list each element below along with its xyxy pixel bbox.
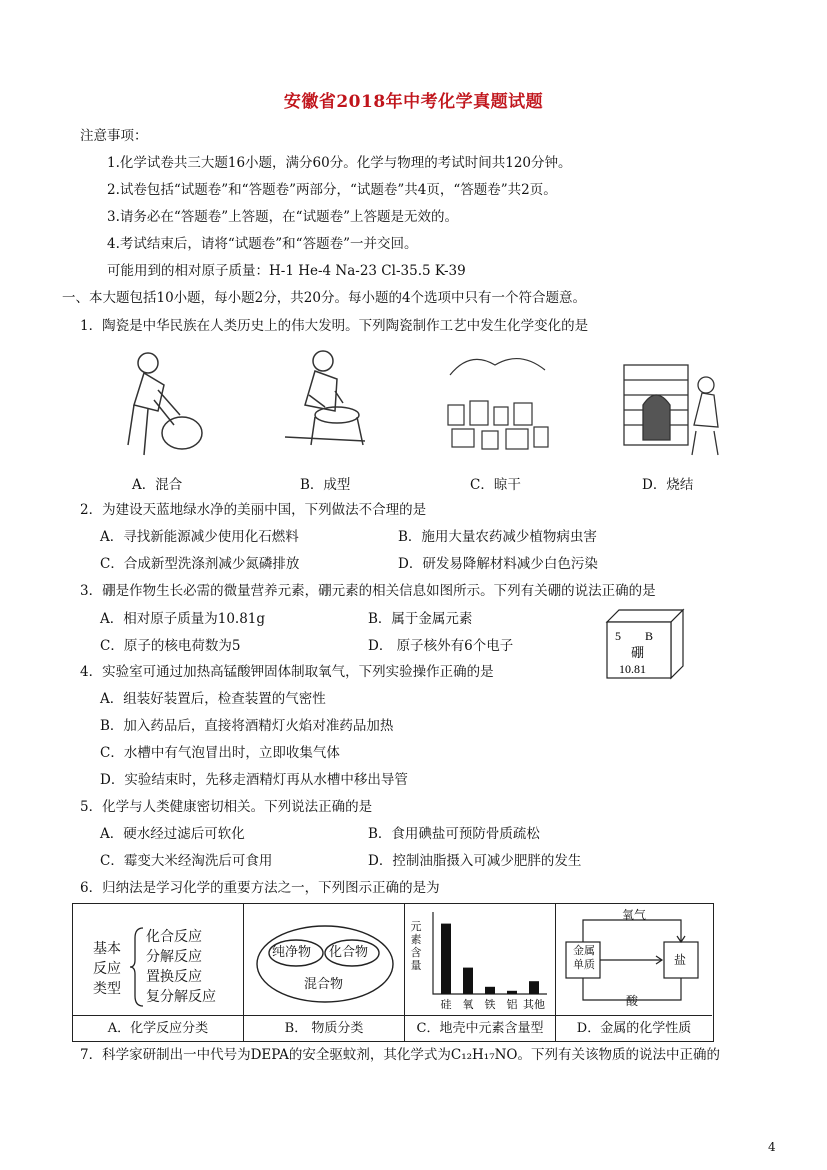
caption-b: B． 物质分类: [244, 1015, 405, 1042]
q6-diagram-table: [72, 903, 714, 1042]
notice-item: 1.化学试卷共三大题16小题，满分60分。化学与物理的考试时间共120分钟。: [107, 155, 572, 171]
boron-element-card: [605, 608, 685, 680]
y-axis-label: 元素含量: [410, 920, 422, 972]
brace-icon: [129, 926, 145, 1008]
bar-chart: [427, 908, 551, 1012]
reaction-types-diagram: [73, 904, 244, 1015]
tick-label: 硅: [440, 998, 452, 1011]
option: A．硬水经过滤后可软化: [100, 826, 245, 842]
option: A．组装好装置后，检查装置的气密性: [100, 691, 326, 707]
section-heading: 一、本大题包括10小题，每小题2分，共20分。每小题的4个选项中只有一个符合题意。: [62, 290, 587, 306]
option: C．合成新型洗涤剂减少氮磷排放: [100, 556, 300, 572]
notice-item: 2.试卷包括“试题卷”和“答题卷”两部分，“试题卷”共4页，“答题卷”共2页。: [107, 182, 557, 198]
bar-氧: [463, 968, 473, 994]
page-title: 安徽省2018年中考化学真题试题: [283, 92, 544, 112]
oxygen-label: 氧气: [622, 908, 647, 922]
left-label: 基本: [93, 941, 121, 957]
reaction-type: 复分解反应: [146, 989, 216, 1005]
substance-classification-diagram: [244, 904, 405, 1015]
atomic-number: 5: [615, 629, 621, 643]
element-name: 硼: [631, 646, 645, 661]
caption-d: D．金属的化学性质: [556, 1015, 712, 1042]
option: C．霉变大米经淘洗后可食用: [100, 853, 273, 869]
element-symbol: B: [645, 629, 654, 643]
question-stem: 6．归纳法是学习化学的重要方法之一，下列图示正确的是为: [80, 880, 440, 896]
bar-铝: [507, 991, 517, 994]
drying-illustration: [440, 345, 555, 465]
shaping-illustration: [265, 345, 390, 465]
firing-illustration: [618, 345, 733, 465]
option-label: C．晾干: [470, 477, 521, 493]
compound-label: 化合物: [329, 945, 369, 960]
option: D． 原子核外有6个电子: [368, 638, 514, 654]
atomic-masses: 可能用到的相对原子质量：H-1 He-4 Na-23 Cl-35.5 K-39: [107, 263, 466, 279]
notice-item: 4.考试结束后，请将“试题卷”和“答题卷”一并交回。: [107, 236, 418, 252]
option-label: B．成型: [300, 477, 351, 493]
option: B．施用大量农药减少植物病虫害: [398, 529, 597, 545]
notice-item: 3.请务必在“答题卷”上答题，在“试题卷”上答题是无效的。: [107, 209, 458, 225]
question-stem: 1．陶瓷是中华民族在人类历史上的伟大发明。下列陶瓷制作工艺中发生化学变化的是: [80, 318, 589, 334]
crust-elements-chart: [405, 904, 556, 1015]
page-number: 4: [768, 1140, 776, 1154]
notice-heading: 注意事项：: [80, 128, 148, 144]
salt-label: 盐: [674, 953, 687, 967]
question-stem: 7．科学家研制出一中代号为DEPA的安全驱蚊剂，其化学式为C₁₂H₁₇NO。下列有关该物质的说法中正确的: [80, 1047, 720, 1063]
atomic-mass: 10.81: [619, 662, 646, 676]
question-stem: 5．化学与人类健康密切相关。下列说法正确的是: [80, 799, 373, 815]
option: B．属于金属元素: [368, 611, 473, 627]
pure-substance-label: 纯净物: [272, 945, 312, 960]
option-label: D．烧结: [642, 477, 694, 493]
option: D．实验结束时，先移走酒精灯再从水槽中移出导管: [100, 772, 408, 788]
tick-label: 铁: [484, 998, 496, 1011]
bar-其他: [529, 981, 539, 994]
option-label: A．混合: [132, 477, 183, 493]
option: C．原子的核电荷数为5: [100, 638, 241, 654]
tick-label: 铝: [506, 998, 518, 1011]
left-label: 反应: [93, 961, 121, 977]
bar-硅: [441, 924, 451, 994]
option: B．食用碘盐可预防骨质疏松: [368, 826, 540, 842]
tick-label: 其他: [523, 998, 545, 1011]
caption-c: C．地壳中元素含量型: [405, 1015, 556, 1042]
question-stem: 4．实验室可通过加热高锰酸钾固体制取氧气，下列实验操作正确的是: [80, 664, 494, 680]
option: D．研发易降解材料减少白色污染: [398, 556, 598, 572]
option: A．相对原子质量为10.81g: [100, 611, 266, 627]
question-stem: 2．为建设天蓝地绿水净的美丽中国，下列做法不合理的是: [80, 502, 427, 518]
bar-铁: [485, 987, 495, 994]
reaction-type: 分解反应: [146, 949, 202, 965]
left-label: 类型: [93, 981, 121, 997]
mixture-label: 混合物: [304, 977, 344, 992]
metal-properties-diagram: [556, 904, 712, 1015]
option: B．加入药品后，直接将酒精灯火焰对准药品加热: [100, 718, 394, 734]
option: C．水槽中有气泡冒出时，立即收集气体: [100, 745, 340, 761]
tick-label: 氧: [462, 998, 474, 1011]
caption-a: A．化学反应分类: [73, 1015, 244, 1042]
option: A．寻找新能源减少使用化石燃料: [100, 529, 299, 545]
acid-label: 酸: [626, 994, 639, 1008]
option: D．控制油脂摄入可减少肥胖的发生: [368, 853, 582, 869]
question-stem: 3．硼是作物生长必需的微量营养元素，硼元素的相关信息如图所示。下列有关硼的说法正确的是: [80, 583, 656, 599]
reaction-type: 置换反应: [146, 969, 202, 985]
reaction-type: 化合反应: [146, 929, 202, 945]
mixing-illustration: [98, 345, 218, 465]
metal-label: 金属单质: [573, 944, 595, 971]
